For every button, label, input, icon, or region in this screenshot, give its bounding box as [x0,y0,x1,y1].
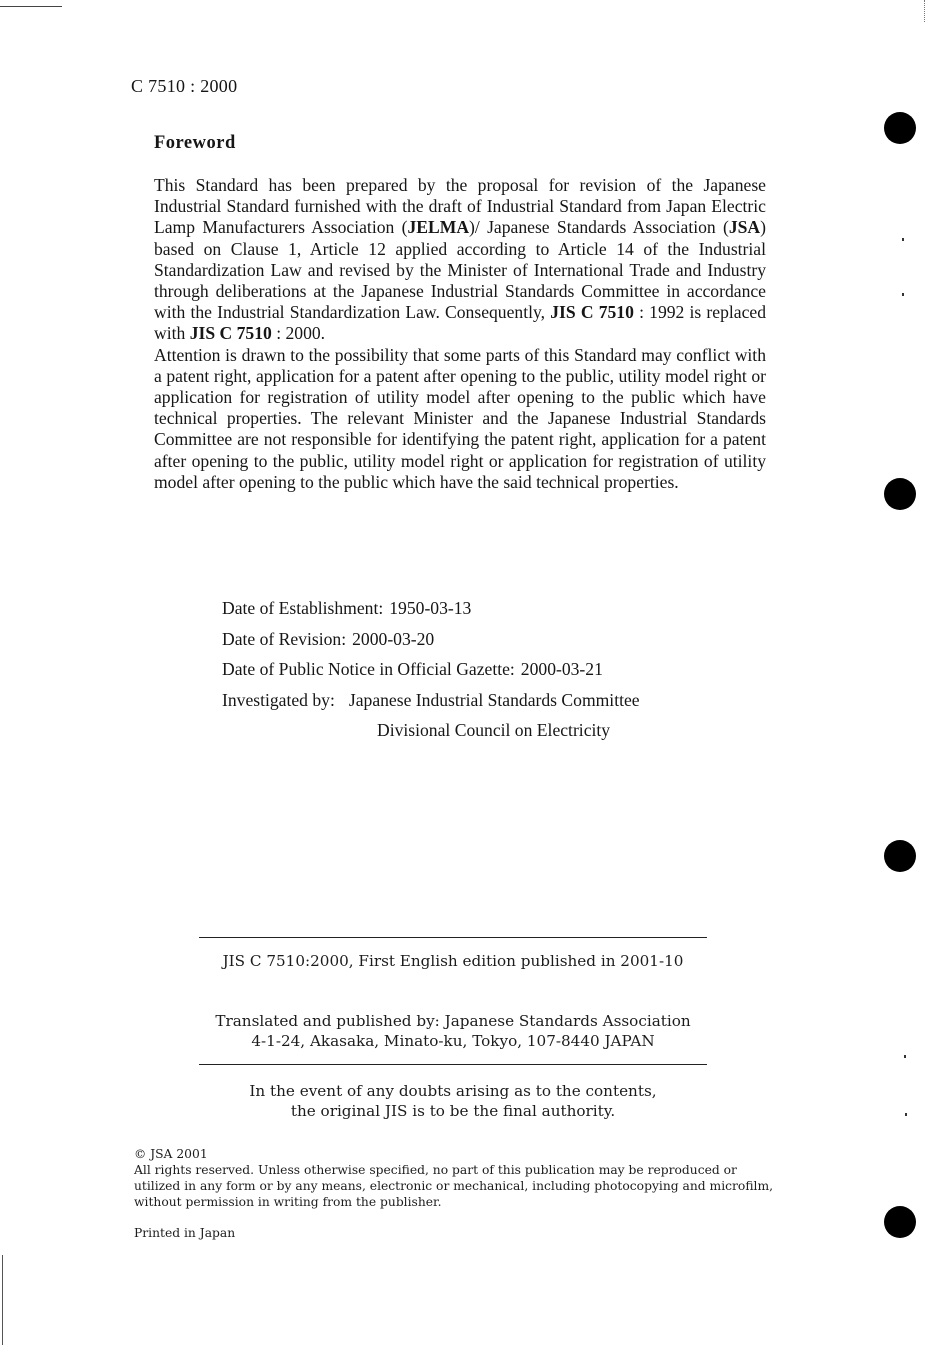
scan-speck [904,1055,906,1058]
scan-edge-mark [924,0,925,22]
dates-block [222,596,640,749]
publisher-info: Translated and published by: Japanese Standards Association 4-1-24, Akasaka, Minato-ku, Tokyo, 107-8440 JAPAN [215,1012,691,1050]
foreword-paragraph-2: Attention is drawn to the possibility that some parts of this Standard may conflict with a patent right, application for a patent after opening to the public, utility model right or application for registration of utility model after opening to the public which have technical properties. The relevant Minister and the Japanese Industrial Standards Committee are not responsible for identifying the patent right, application for a patent after opening to the public, utility model right or application for registration of utility model after opening to the public which have the said technical properties. [154,344,766,492]
copyright-block [134,1146,774,1210]
investigated-by: Investigated by: Japanese Industrial Standards Committee [222,689,640,710]
scan-speck [902,293,904,296]
scan-edge-mark [2,1255,3,1345]
document-code: C 7510 : 2000 [131,76,238,96]
section-title: Foreword [154,133,236,153]
edition-info: JIS C 7510:2000, First English edition published in 2001-10 [222,952,684,970]
copyright-notice: © JSA 2001 [134,1147,208,1161]
printed-in: Printed in Japan [134,1226,236,1240]
binder-hole [884,478,916,510]
revision-date: Date of Revision: 2000-03-20 [222,628,435,649]
scan-speck [902,238,904,241]
gazette-date: Date of Public Notice in Official Gazette: 2000-03-21 [222,659,603,680]
scan-edge-mark [0,6,62,7]
foreword-body [154,175,766,493]
binder-hole [884,1206,916,1238]
divider [199,1064,707,1065]
binder-hole [884,112,916,144]
scan-speck [905,1113,907,1116]
foreword-paragraph-1: This Standard has been prepared by the proposal for revision of the Japanese Industrial Standard furnished with the draft of Industrial Standard from Japan Electric Lamp Manufacturers Association (JELMA)/ Japanese Standards Association (JSA) based on Clause 1, Article 12 applied according to Article 14 of the Industrial Standardization Law and revised by the Minister of International Trade and Industry through deliberations at the Japanese Industrial Standards Committee in accordance with the Industrial Standardization Law. Consequently, JIS C 7510 : 1992 is replaced with JIS C 7510 : 2000. [154,175,767,344]
investigated-by-council: Divisional Council on Electricity [377,720,611,741]
binder-hole [884,840,916,872]
divider [199,937,707,938]
establishment-date: Date of Establishment: 1950-03-13 [222,598,472,618]
rights-statement: All rights reserved. Unless otherwise specified, no part of this publication may be reproduced or utilized in any form or by any means, electronic or mechanical, including photocopying and microfilm, without permission in writing from the publisher. [134,1163,774,1209]
authority-note: In the event of any doubts arising as to the contents, the original JIS is to be the final authority. [249,1082,657,1120]
